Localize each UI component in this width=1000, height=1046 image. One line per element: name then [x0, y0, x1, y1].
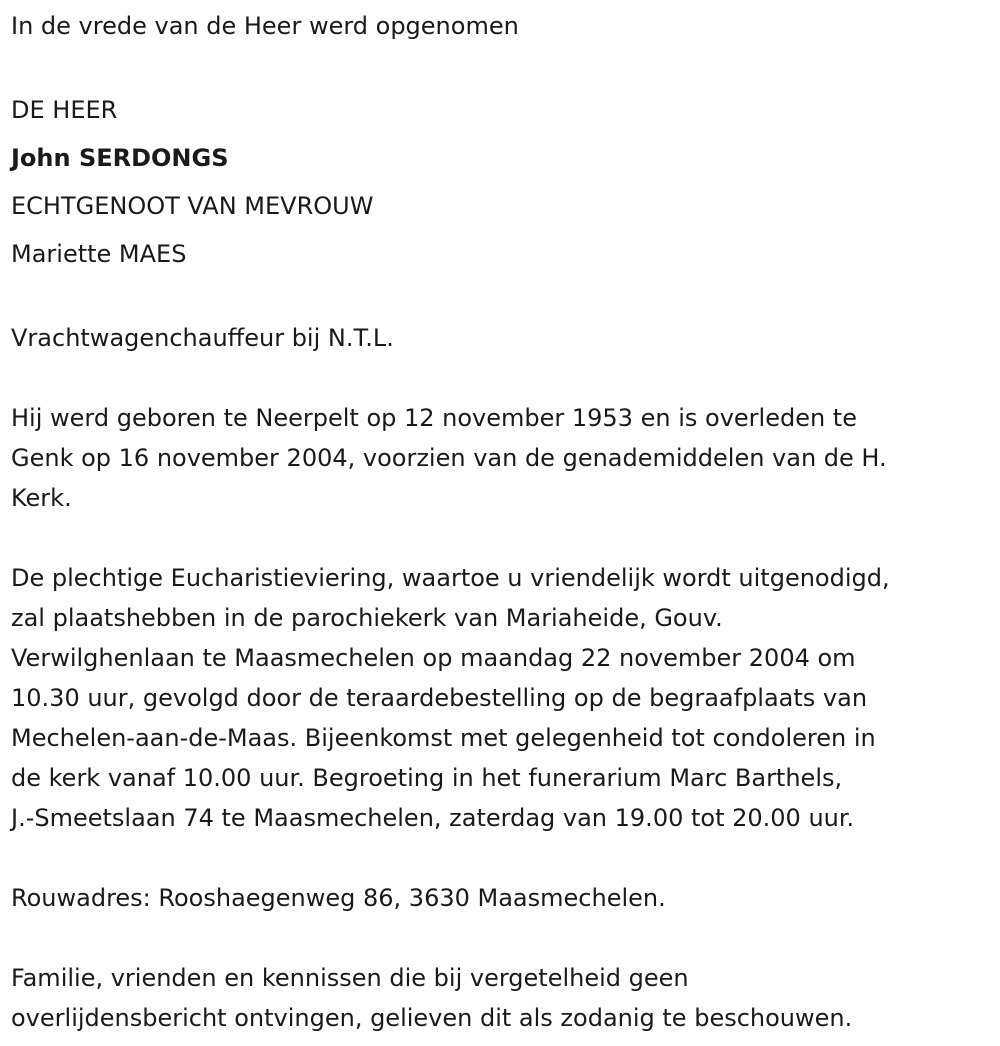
- birth-death-line: Hij werd geboren te Neerpelt op 12 november 1953 en is overleden te: [11, 404, 857, 432]
- service-line: Mechelen-aan-de-Maas. Bijeenkomst met gelegenheid tot condoleren in: [11, 724, 876, 752]
- deceased-block: [11, 86, 991, 278]
- spacer: [11, 278, 991, 318]
- obituary-notice: [11, 6, 991, 1038]
- spacer: [11, 358, 991, 398]
- closing-line: overlijdensbericht ontvingen, gelieven dit als zodanig te beschouwen.: [11, 1004, 853, 1032]
- spouse-label: ECHTGENOOT VAN MEVROUW: [11, 192, 374, 220]
- service-line: de kerk vanaf 10.00 uur. Begroeting in het funerarium Marc Barthels,: [11, 764, 843, 792]
- service-paragraph: [11, 558, 991, 838]
- service-line: Verwilghenlaan te Maasmechelen op maandag 22 november 2004 om: [11, 644, 856, 672]
- spacer: [11, 46, 991, 86]
- spacer: [11, 838, 991, 878]
- service-line: zal plaatshebben in de parochiekerk van Mariaheide, Gouv.: [11, 604, 723, 632]
- honorific: DE HEER: [11, 96, 118, 124]
- spacer: [11, 918, 991, 958]
- spouse-name: Mariette MAES: [11, 240, 187, 268]
- occupation: Vrachtwagenchauffeur bij N.T.L.: [11, 324, 394, 352]
- service-line: De plechtige Eucharistieviering, waartoe u vriendelijk wordt uitgenodigd,: [11, 564, 890, 592]
- service-line: 10.30 uur, gevolgd door de teraardebestelling op de begraafplaats van: [11, 684, 868, 712]
- service-line: J.-Smeetslaan 74 te Maasmechelen, zaterdag van 19.00 tot 20.00 uur.: [11, 804, 855, 832]
- closing-line: Familie, vrienden en kennissen die bij vergetelheid geen: [11, 964, 689, 992]
- deceased-name: John SERDONGS: [11, 144, 229, 172]
- birth-death-line: Kerk.: [11, 484, 72, 512]
- closing-paragraph: [11, 958, 991, 1038]
- birth-death-line: Genk op 16 november 2004, voorzien van de genademiddelen van de H.: [11, 444, 887, 472]
- birth-death-paragraph: [11, 398, 991, 518]
- intro-text: In de vrede van de Heer werd opgenomen: [11, 12, 519, 40]
- spacer: [11, 518, 991, 558]
- mourning-address: Rouwadres: Rooshaegenweg 86, 3630 Maasmechelen.: [11, 884, 666, 912]
